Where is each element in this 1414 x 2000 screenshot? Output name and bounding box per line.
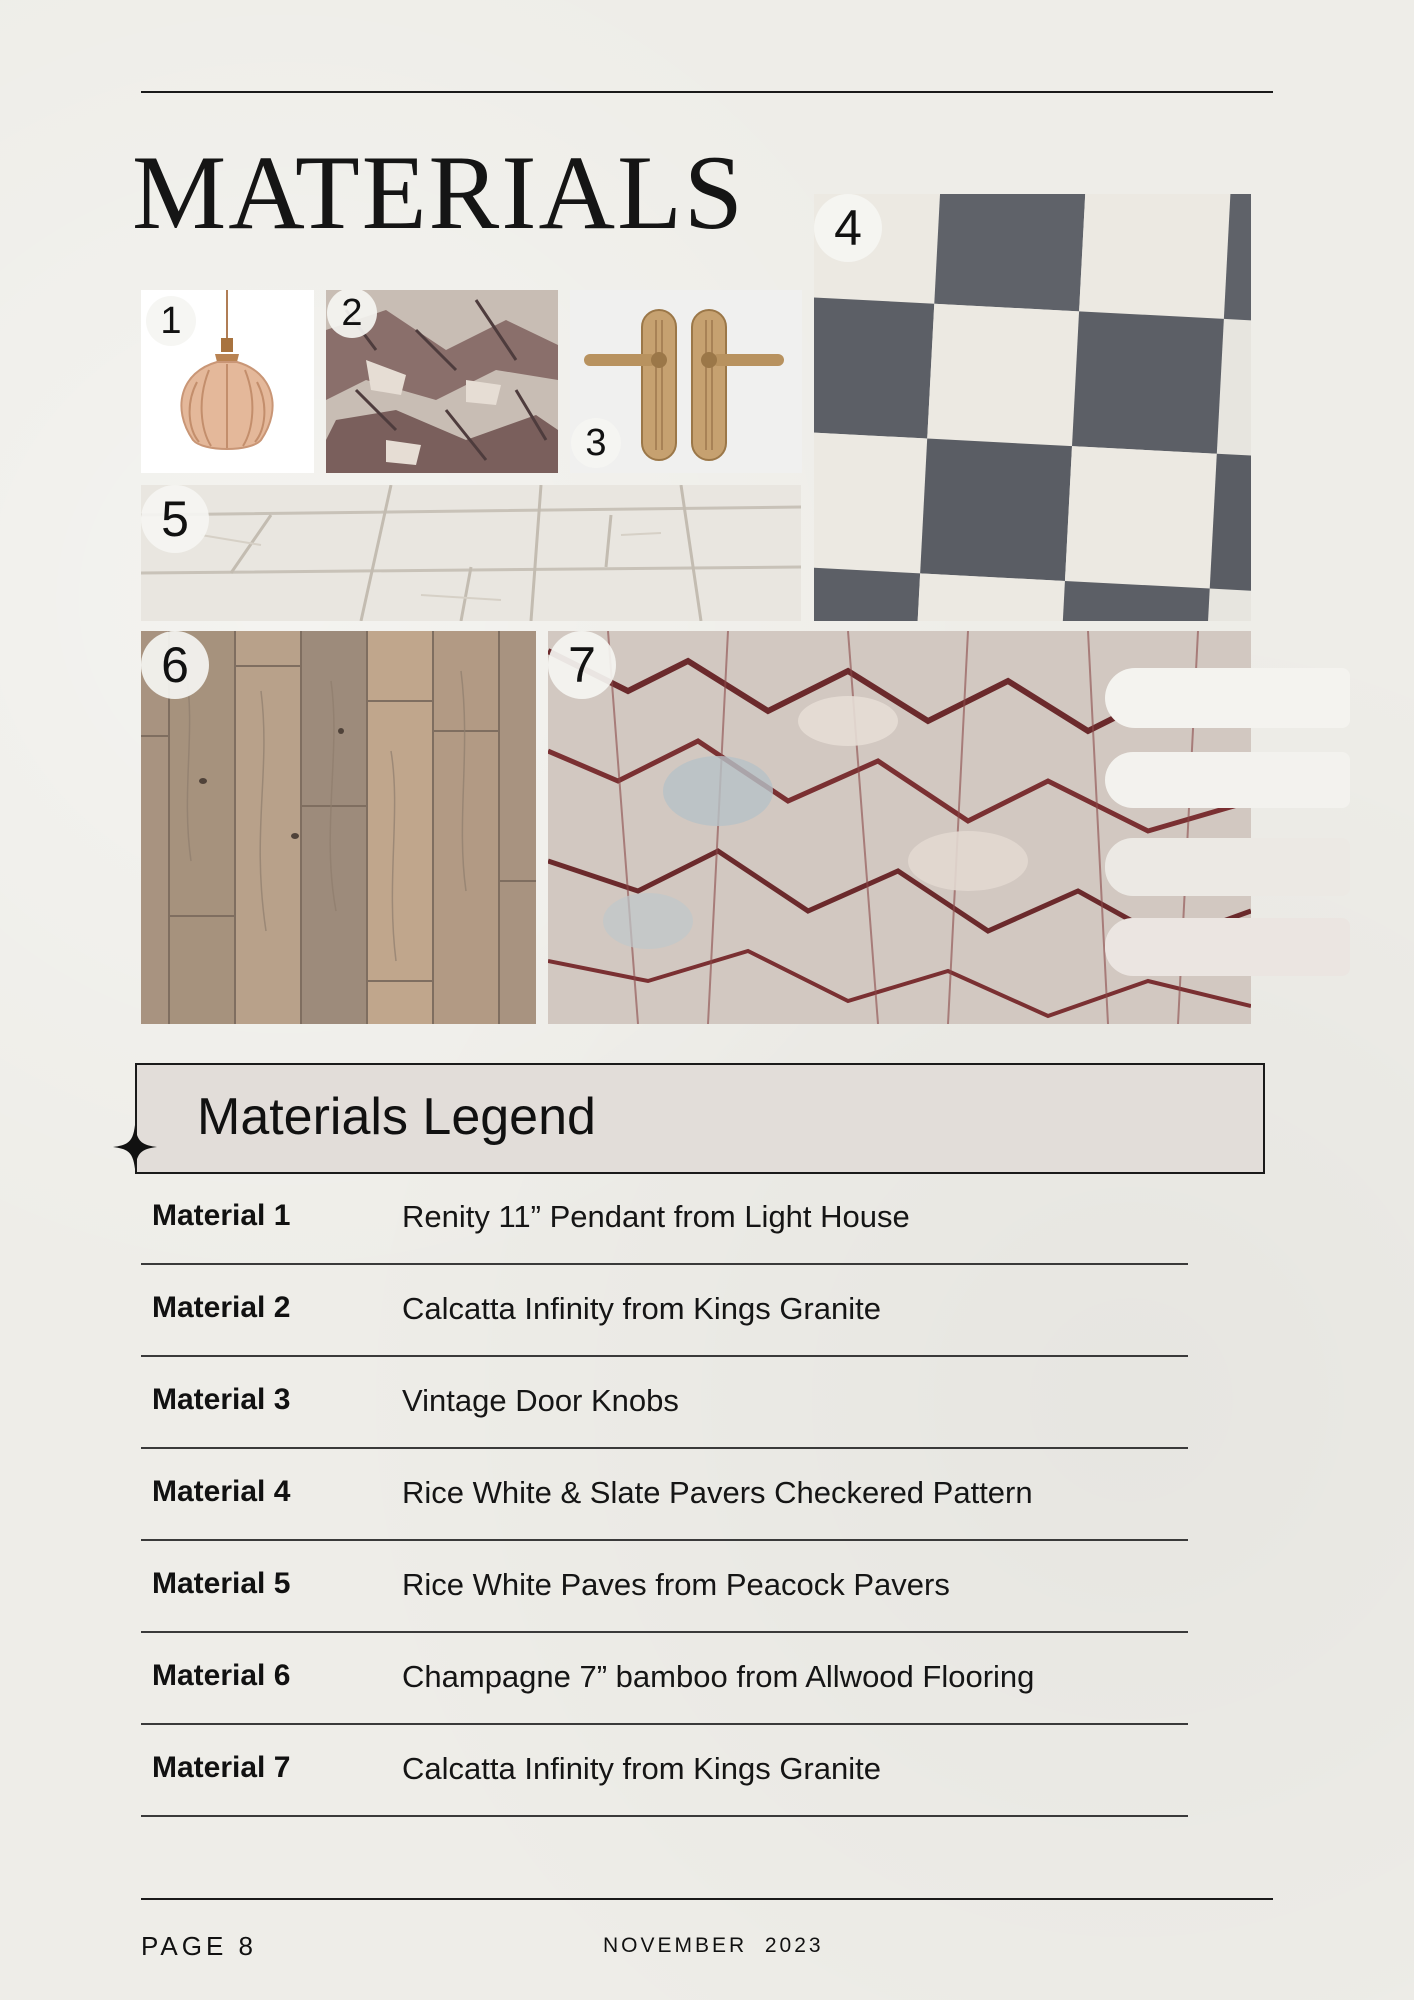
material-number: 1 bbox=[160, 299, 182, 342]
material-description: Calcatta Infinity from Kings Granite bbox=[402, 1751, 881, 1786]
material-description: Renity 11” Pendant from Light House bbox=[402, 1199, 910, 1234]
material-number: 2 bbox=[341, 291, 363, 334]
material-number-badge bbox=[141, 485, 209, 553]
paint-swatch bbox=[1105, 668, 1350, 728]
checkered-paver-icon bbox=[814, 194, 1251, 621]
material-number: 5 bbox=[161, 491, 189, 547]
material-label: Material 2 bbox=[152, 1291, 291, 1324]
legend-title: Materials Legend bbox=[197, 1088, 596, 1146]
wood-flooring-icon bbox=[141, 631, 536, 1024]
material-description: Champagne 7” bamboo from Allwood Flooring bbox=[402, 1659, 1035, 1694]
paint-swatch bbox=[1105, 752, 1350, 808]
material-number-badge bbox=[146, 296, 196, 346]
material-description: Vintage Door Knobs bbox=[402, 1383, 679, 1418]
material-number: 6 bbox=[161, 637, 189, 693]
table-row bbox=[141, 1265, 1188, 1357]
table-row bbox=[141, 1541, 1188, 1633]
table-row bbox=[141, 1633, 1188, 1725]
material-label: Material 7 bbox=[152, 1751, 291, 1784]
table-row bbox=[141, 1357, 1188, 1449]
paint-swatch bbox=[1105, 838, 1350, 896]
material-number-badge bbox=[814, 194, 882, 262]
material-number-badge bbox=[571, 418, 621, 468]
material-label: Material 6 bbox=[152, 1659, 291, 1692]
material-5-image bbox=[141, 485, 801, 621]
table-row bbox=[141, 1449, 1188, 1541]
material-2-image bbox=[326, 290, 558, 473]
material-4-image bbox=[814, 194, 1251, 621]
legend-table bbox=[141, 1173, 1188, 1817]
stone-paver-icon bbox=[141, 485, 801, 621]
material-number-badge bbox=[141, 631, 209, 699]
table-row bbox=[141, 1173, 1188, 1265]
top-rule bbox=[141, 91, 1273, 93]
material-number-badge bbox=[327, 290, 377, 338]
material-number: 3 bbox=[585, 421, 607, 464]
material-number-badge bbox=[548, 631, 616, 699]
document-date: NOVEMBER 2023 bbox=[603, 1934, 824, 1957]
material-label: Material 1 bbox=[152, 1199, 291, 1232]
material-label: Material 4 bbox=[152, 1475, 291, 1508]
material-number: 4 bbox=[834, 200, 862, 256]
material-description: Calcatta Infinity from Kings Granite bbox=[402, 1291, 881, 1326]
material-3-image bbox=[570, 290, 802, 473]
material-label: Material 3 bbox=[152, 1383, 291, 1416]
material-6-image bbox=[141, 631, 536, 1024]
material-description: Rice White Paves from Peacock Pavers bbox=[402, 1567, 950, 1602]
page-number: PAGE 8 bbox=[141, 1931, 258, 1961]
material-1-image bbox=[141, 290, 314, 473]
paint-swatch bbox=[1105, 918, 1350, 976]
legend-header bbox=[135, 1063, 1265, 1174]
table-row bbox=[141, 1725, 1188, 1817]
material-description: Rice White & Slate Pavers Checkered Pattern bbox=[402, 1475, 1033, 1510]
material-number: 7 bbox=[568, 637, 596, 693]
material-label: Material 5 bbox=[152, 1567, 291, 1600]
footer-rule bbox=[141, 1898, 1273, 1900]
sparkle-icon bbox=[113, 1125, 157, 1169]
page-title: MATERIALS bbox=[132, 134, 745, 251]
